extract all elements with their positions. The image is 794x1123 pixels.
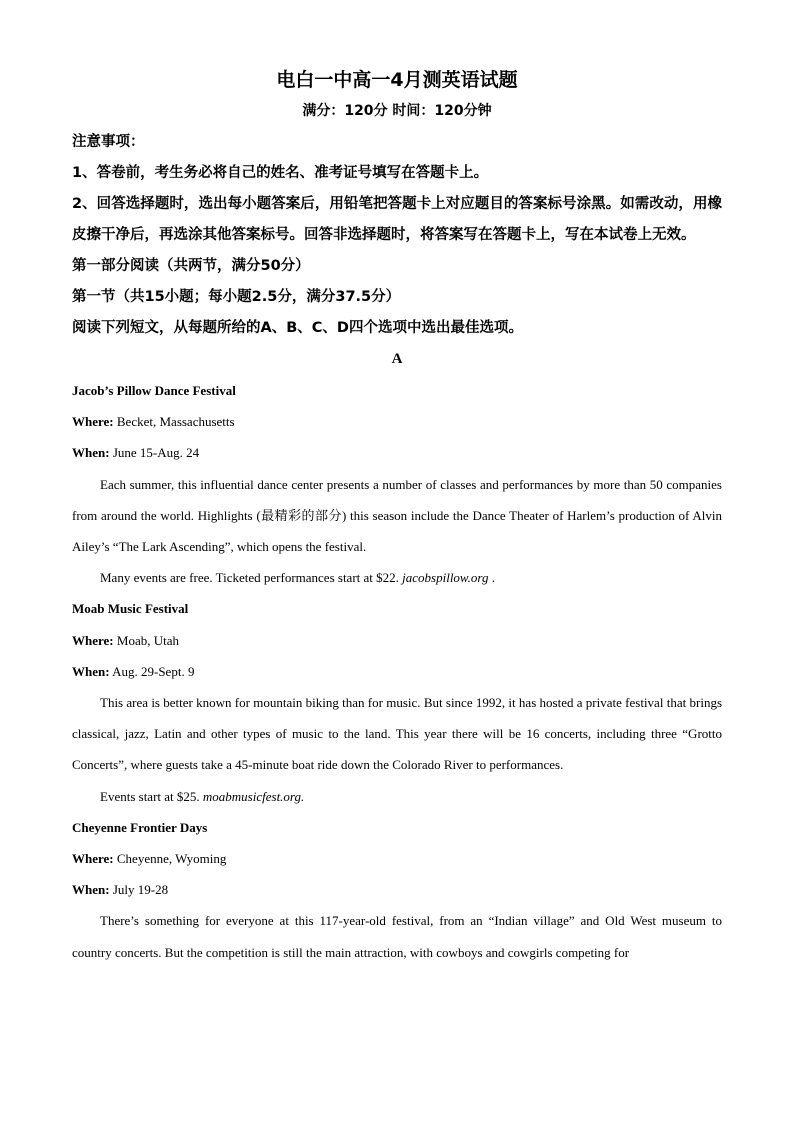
notes-item-2: 2、回答选择题时，选出每小题答案后，用铅笔把答题卡上对应题目的答案标号涂黑。如需改动，用橡皮擦干净后，再选涂其他答案标号。回答非选择题时，将答案写在答题卡上，写在本试卷上无效。 bbox=[72, 196, 722, 243]
event-where-value: Becket, Massachusetts bbox=[116, 414, 235, 430]
event-website: jacobspillow.org bbox=[402, 570, 489, 586]
event-description: This area is better known for mountain biking than for music. But since 1992, it has hosted a private festival that brings classical, jazz, Latin and other types of music to the land. This year there will be 16 concerts, including three “Grotto Concerts”, where guests take a 45-minute boat ride down the Colorado River to performances. bbox=[72, 695, 722, 773]
event-where-value: Cheyenne, Wyoming bbox=[116, 851, 227, 867]
event-where bbox=[72, 625, 722, 656]
event-when-value: June 15-Aug. 24 bbox=[112, 445, 200, 461]
where-label: Where: bbox=[72, 414, 114, 430]
section1-heading: 第一节（共15小题；每小题2.5分，满分37.5分） bbox=[72, 289, 401, 305]
when-label: When: bbox=[72, 663, 110, 679]
where-label: Where: bbox=[72, 851, 114, 867]
reading-instruction: 阅读下列短文，从每题所给的A、B、C、D四个选项中选出最佳选项。 bbox=[72, 320, 523, 336]
where-label: Where: bbox=[72, 632, 114, 648]
event-price bbox=[72, 562, 722, 593]
event-where bbox=[72, 843, 722, 874]
event-when bbox=[72, 874, 722, 905]
when-label: When: bbox=[72, 882, 110, 898]
event-price bbox=[72, 781, 722, 812]
event-when-value: Aug. 29-Sept. 9 bbox=[112, 663, 195, 679]
event-price-text: Events start at $25. bbox=[100, 788, 200, 804]
event-title: Jacob’s Pillow Dance Festival bbox=[72, 383, 236, 398]
event-description: There’s something for everyone at this 117-year-old festival, from an “Indian village” and Old West museum to country concerts. But the competition is still the main attraction, with cowboys and cowgirls competing for bbox=[72, 913, 722, 960]
event-when-value: July 19-28 bbox=[112, 882, 169, 898]
exam-subtitle: 满分：120分 时间：120分钟 bbox=[302, 103, 492, 119]
event-when bbox=[72, 437, 722, 468]
notes-item-1: 1、答卷前，考生务必将自己的姓名、准考证号填写在答题卡上。 bbox=[72, 165, 489, 181]
exam-page bbox=[72, 66, 722, 968]
part1-heading: 第一部分阅读（共两节，满分50分） bbox=[72, 258, 310, 274]
event-title: Cheyenne Frontier Days bbox=[72, 819, 208, 835]
event-description: Each summer, this influential dance center presents a number of classes and performances by more than 50 companies from around the world. Highlights (最精彩的部分) this season include the Dance Theater of Harlem’s production of Alvin Ailey’s “The Lark Ascending”, which opens the festival. bbox=[72, 476, 722, 555]
event-when bbox=[72, 656, 722, 687]
event-price-text: Many events are free. Ticketed performances start at $22. bbox=[100, 570, 399, 586]
event-website-suffix: . bbox=[488, 570, 495, 586]
exam-title: 电白一中高一4月测英语试题 bbox=[276, 69, 518, 91]
when-label: When: bbox=[72, 445, 110, 461]
event-where bbox=[72, 406, 722, 437]
notes-heading: 注意事项： bbox=[72, 134, 145, 150]
event-title: Moab Music Festival bbox=[72, 601, 189, 617]
event-website: moabmusicfest.org. bbox=[202, 788, 305, 804]
passage-letter: A bbox=[391, 351, 403, 367]
event-where-value: Moab, Utah bbox=[116, 632, 179, 648]
